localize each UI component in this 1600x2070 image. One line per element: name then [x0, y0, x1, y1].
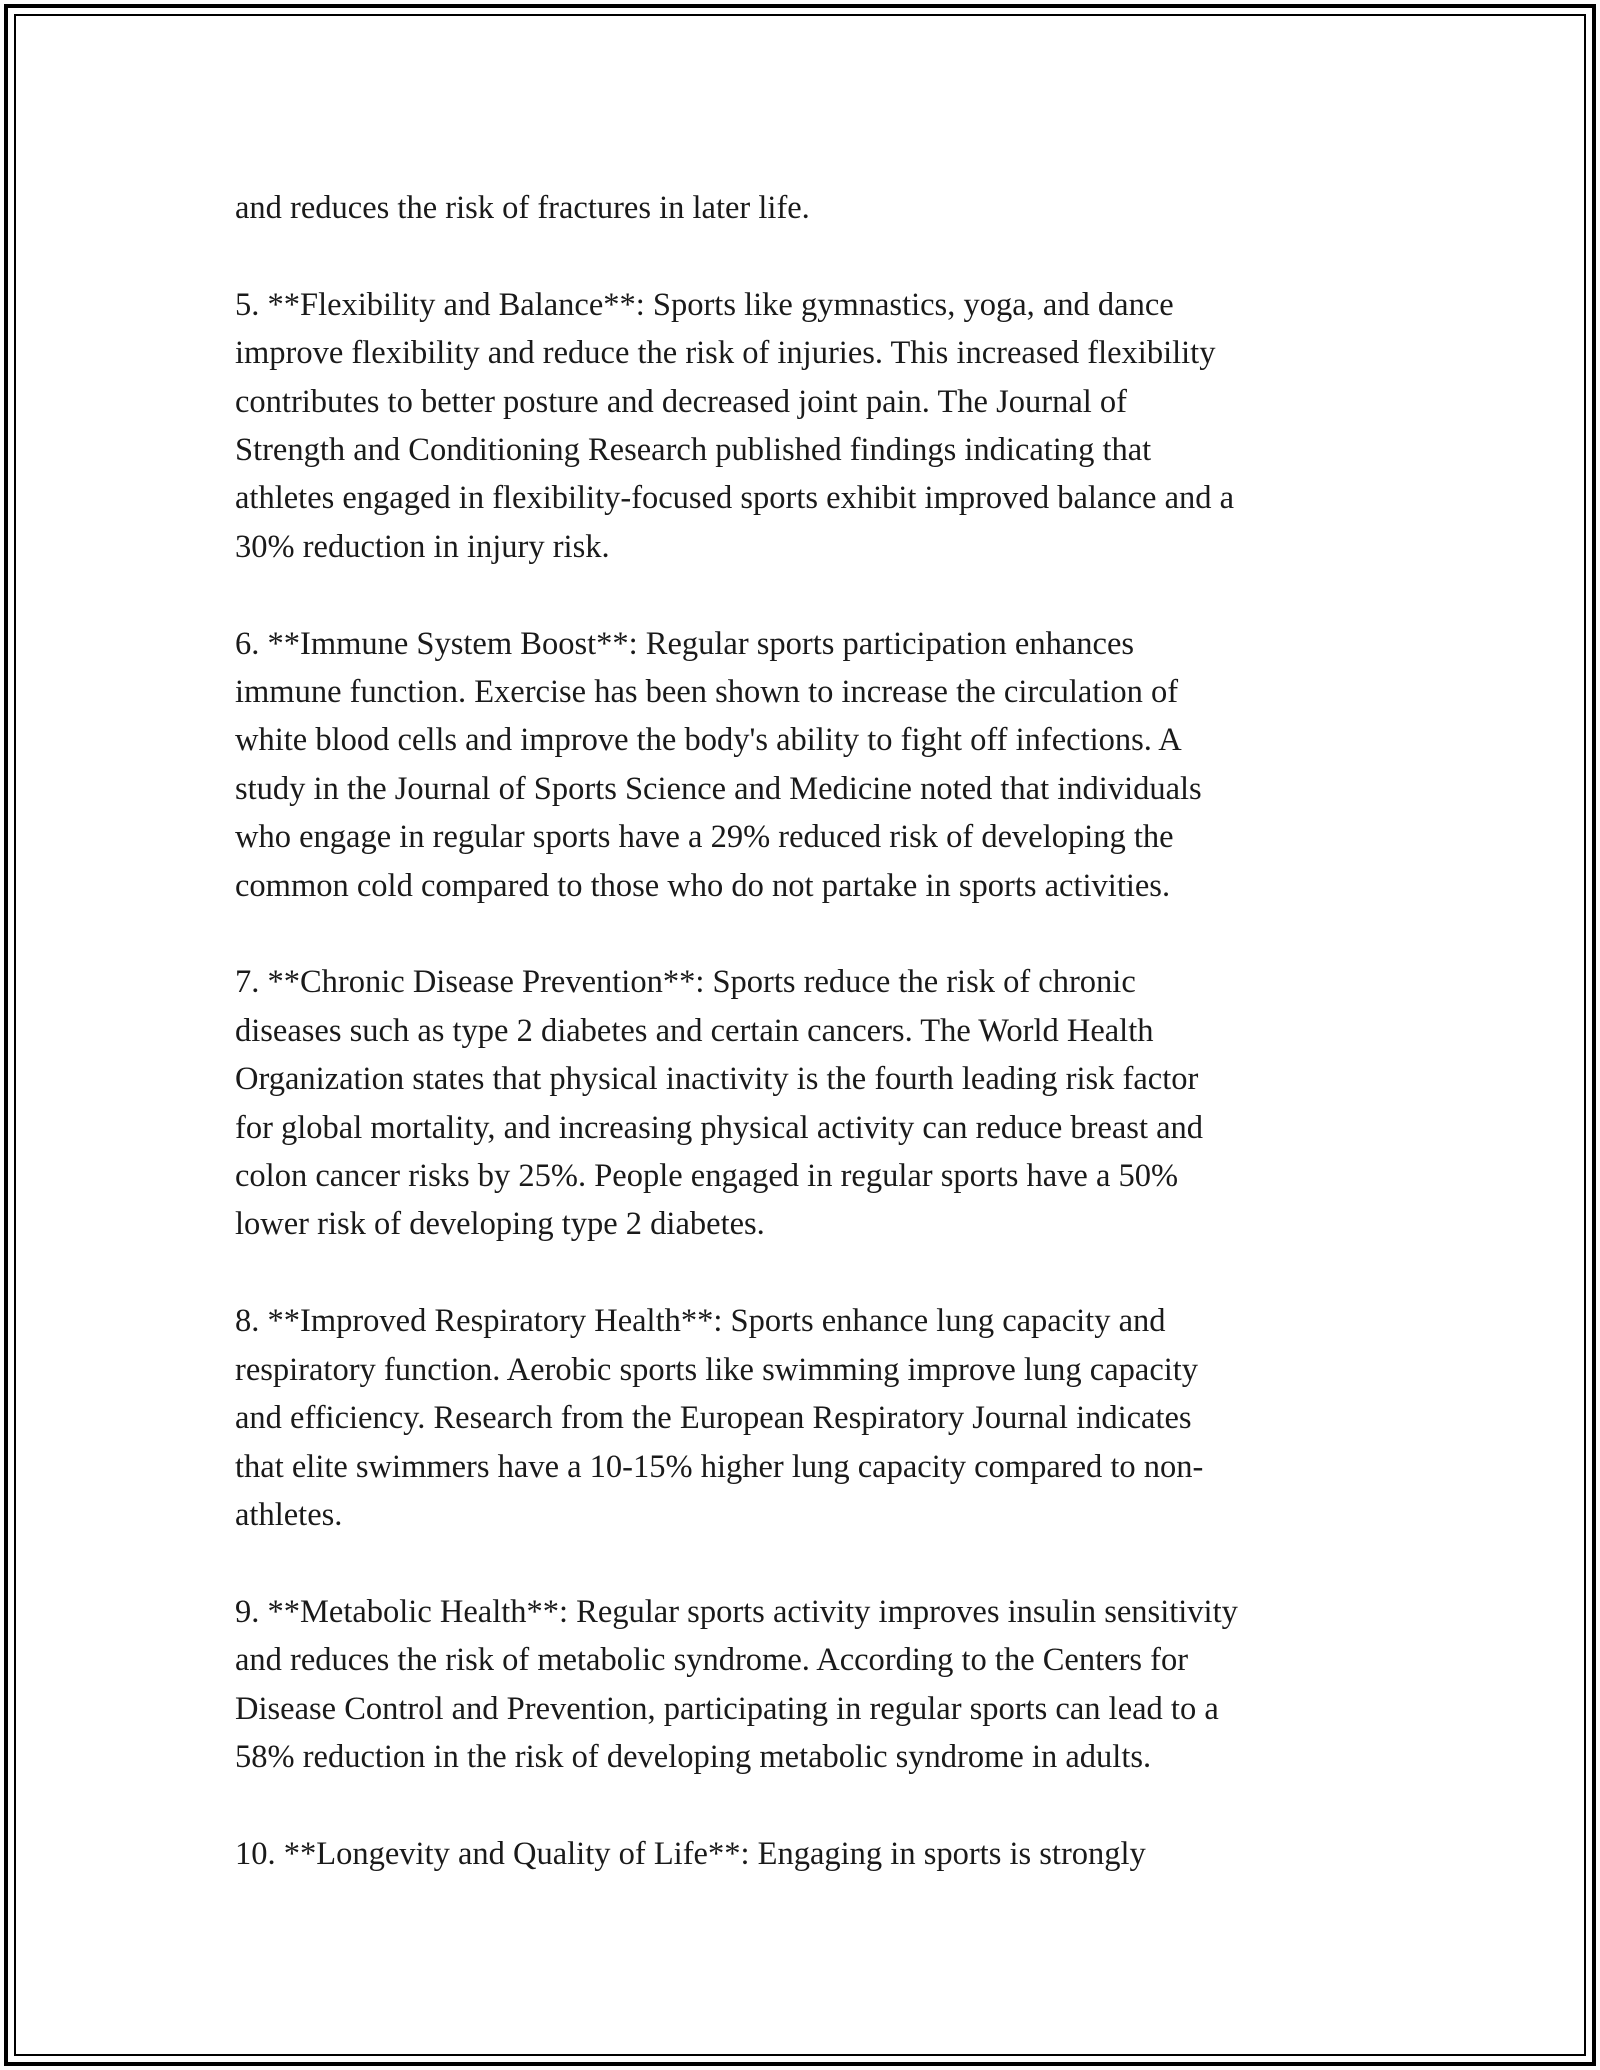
text-line: 10. **Longevity and Quality of Life**: Engaging in sports is strongly: [235, 1835, 1146, 1872]
text-line: colon cancer risks by 25%. People engaged in regular sports have a 50%: [235, 1158, 1179, 1195]
text-line: and reduces the risk of fractures in later life.: [235, 190, 810, 226]
text-line: and reduces the risk of metabolic syndrome. According to the Centers for: [235, 1642, 1189, 1679]
text-line: contributes to better posture and decreased joint pain. The Journal of: [235, 383, 1127, 420]
text-line: study in the Journal of Sports Science and Medicine noted that individuals: [235, 770, 1202, 807]
text-line: immune function. Exercise has been shown to increase the circulation of: [235, 674, 1179, 711]
text-line: and efficiency. Research from the European Respiratory Journal indicates: [235, 1400, 1192, 1437]
text-line: Strength and Conditioning Research published findings indicating that: [235, 432, 1152, 469]
paragraph-item-10: [235, 1830, 1375, 1878]
paragraph-item-5: [235, 281, 1375, 571]
text-line: diseases such as type 2 diabetes and certain cancers. The World Health: [235, 1012, 1154, 1049]
text-line: athletes.: [235, 1496, 343, 1533]
text-line: for global mortality, and increasing physical activity can reduce breast and: [235, 1109, 1204, 1146]
text-line: who engage in regular sports have a 29% reduced risk of developing the: [235, 819, 1174, 856]
text-line: 9. **Metabolic Health**: Regular sports activity improves insulin sensitivity: [235, 1593, 1238, 1630]
text-line: 8. **Improved Respiratory Health**: Sports enhance lung capacity and: [235, 1303, 1166, 1340]
text-line: athletes engaged in flexibility-focused sports exhibit improved balance and a: [235, 480, 1235, 517]
paragraph-item-8: [235, 1297, 1375, 1539]
text-line: 5. **Flexibility and Balance**: Sports like gymnastics, yoga, and dance: [235, 286, 1174, 323]
text-line: Disease Control and Prevention, participating in regular sports can lead to a: [235, 1690, 1219, 1727]
paragraph-continuation: [235, 184, 1375, 232]
text-line: common cold compared to those who do not partake in sports activities.: [235, 867, 1171, 904]
document-body: [235, 184, 1375, 1878]
text-line: Organization states that physical inactivity is the fourth leading risk factor: [235, 1061, 1199, 1098]
text-line: 58% reduction in the risk of developing metabolic syndrome in adults.: [235, 1738, 1152, 1775]
paragraph-item-6: [235, 620, 1375, 910]
text-line: 6. **Immune System Boost**: Regular sports participation enhances: [235, 625, 1135, 662]
text-line: respiratory function. Aerobic sports like swimming improve lung capacity: [235, 1351, 1199, 1388]
paragraph-item-7: [235, 958, 1375, 1248]
paragraph-item-9: [235, 1588, 1375, 1782]
text-line: 30% reduction in injury risk.: [235, 528, 610, 565]
text-line: improve flexibility and reduce the risk of injuries. This increased flexibility: [235, 335, 1216, 372]
text-line: that elite swimmers have a 10-15% higher lung capacity compared to non-: [235, 1448, 1204, 1485]
text-line: white blood cells and improve the body's ability to fight off infections. A: [235, 722, 1182, 759]
text-line: 7. **Chronic Disease Prevention**: Sports reduce the risk of chronic: [235, 964, 1136, 1001]
text-line: lower risk of developing type 2 diabetes.: [235, 1206, 765, 1243]
